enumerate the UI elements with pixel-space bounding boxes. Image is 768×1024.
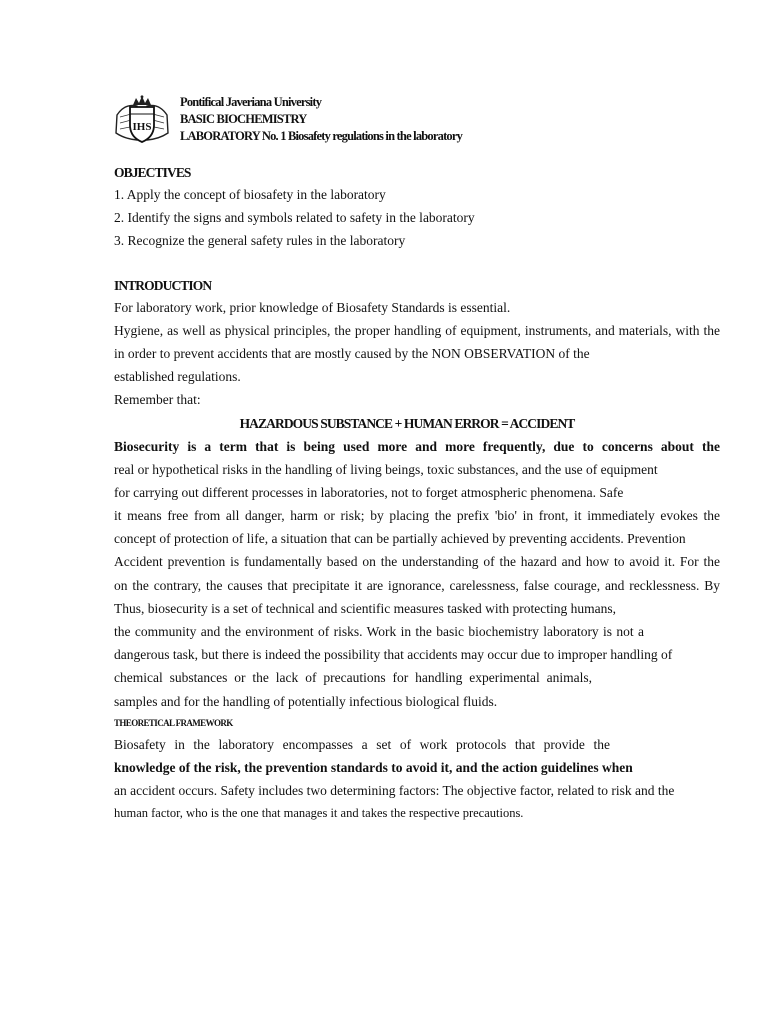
intro-line: in order to prevent accidents that are mostly caused by the NON OBSERVATION of the xyxy=(114,345,590,361)
objective-item: 2. Identify the signs and symbols related to safety in the laboratory xyxy=(114,210,475,226)
introduction-heading: INTRODUCTION xyxy=(114,277,212,293)
framework-line: Biosafety in the laboratory encompasses a set of work protocols that provide the xyxy=(114,736,610,752)
objectives-list xyxy=(114,183,720,253)
objectives-heading: OBJECTIVES xyxy=(114,165,191,180)
intro-body-line: dangerous task, but there is indeed the possibility that accidents may occur due to improper handling of xyxy=(114,647,673,663)
framework-heading: THEORETICAL FRAMEWORK xyxy=(114,717,233,728)
document-header xyxy=(180,94,462,145)
intro-body-line: the community and the environment of risks. Work in the basic biochemistry laboratory is not a xyxy=(114,624,644,639)
university-seal-icon xyxy=(113,95,171,145)
intro-body-line: Thus, biosecurity is a set of technical and scientific measures tasked with protecting humans, xyxy=(114,600,616,616)
intro-body-line: Accident prevention is fundamentally based on the understanding of the hazard and how to avoid it. For the xyxy=(114,554,720,570)
intro-line: For laboratory work, prior knowledge of Biosafety Standards is essential. xyxy=(114,299,511,315)
introduction-section xyxy=(114,276,720,713)
framework-line: knowledge of the risk, the prevention standards to avoid it, and the action guidelines when xyxy=(114,759,633,775)
intro-line: Hygiene, as well as physical principles, the proper handling of equipment, instruments, and materials, with the xyxy=(114,322,720,338)
objective-item: 1. Apply the concept of biosafety in the laboratory xyxy=(114,187,386,202)
intro-body-line: chemical substances or the lack of precautions for handling experimental animals, xyxy=(114,670,592,686)
lab-title: LABORATORY No. 1 Biosafety regulations in the laboratory xyxy=(180,129,463,143)
accident-equation: HAZARDOUS SUBSTANCE + HUMAN ERROR = ACCIDENT xyxy=(239,415,575,431)
framework-line: an accident occurs. Safety includes two determining factors: The objective factor, related to risk and the xyxy=(114,783,675,799)
framework-line: human factor, who is the one that manages it and takes the respective precautions. xyxy=(114,806,524,821)
framework-section xyxy=(114,713,720,826)
intro-body-line: it means free from all danger, harm or risk; by placing the prefix 'bio' in front, it immediately evokes the xyxy=(114,508,720,524)
objective-item: 3. Recognize the general safety rules in the laboratory xyxy=(114,233,406,249)
objectives-section xyxy=(114,163,720,253)
intro-body-line: Biosecurity is a term that is being used more and more frequently, due to concerns about the xyxy=(114,438,720,454)
intro-body-line: samples and for the handling of potentially infectious biological fluids. xyxy=(114,693,498,709)
intro-body-line: real or hypothetical risks in the handling of living beings, toxic substances, and the use of equipment xyxy=(114,461,658,477)
spacer xyxy=(114,253,720,276)
intro-line: Remember that: xyxy=(114,392,201,408)
intro-body-line: on the contrary, the causes that precipitate it are ignorance, carelessness, false courage, and recklessness. By xyxy=(114,577,720,593)
course-name: BASIC BIOCHEMISTRY xyxy=(180,112,307,126)
seal-monogram: IHS xyxy=(132,121,152,133)
document-body xyxy=(114,163,720,826)
intro-body-line: concept of protection of life, a situation that can be partially achieved by preventing accidents. Prevention xyxy=(114,531,686,547)
university-name: Pontifical Javeriana University xyxy=(180,95,322,109)
intro-line: established regulations. xyxy=(114,369,241,385)
intro-body-line: for carrying out different processes in laboratories, not to forget atmospheric phenomena. Safe xyxy=(114,484,624,500)
